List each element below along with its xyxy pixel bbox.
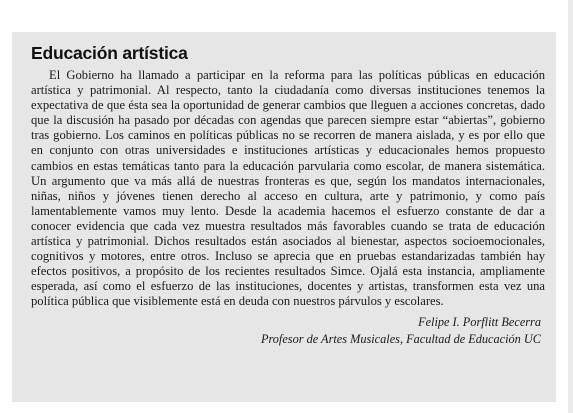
letter-box [12, 32, 556, 402]
author-affiliation: Profesor de Artes Musicales, Facultad de Educación UC [260, 331, 541, 346]
page-edge [568, 0, 573, 413]
author-name: Felipe I. Porflitt Becerra [418, 314, 541, 329]
letter-body: El Gobierno ha llamado a participar en la reforma para las políticas públicas en educación artística y patrimonial. Al respecto, tanto la ciudadanía como diversas instituciones tenemos la expectativa de que ésta sea la oportunidad de generar cambios que lleguen a acciones concretas, dado que la discusión ha pasado por décadas con agendas que parecen siempre estar “abiertas”, gobierno tras gobierno. Los caminos en políticas públicas no se recorren de manera aislada, y es por ello que en conjunto con otras universidades e instituciones artísticas y educacionales hemos propuesto cambios en estas temáticas tanto para la educación parvularia como escolar, de manera sistemática. Un argumento que va más allá de nuestras fronteras es que, según los mandatos internacionales, niñas, niños y jóvenes tienen derecho al acceso en cultura, arte y patrimonio, y como país lamentablemente vamos muy lento. Desde la academia hacemos el esfuerzo constante de dar a conocer evidencia que cada vez muestra resultados más favorables cuando se trata de educación artística y patrimonial. Dichos resultados están asociados al bienestar, aspectos socioemocionales, cognitivos y motores, entre otros. Incluso se aprecia que en pruebas estandarizadas también hay efectos positivos, a propósito de los recientes resultados Simce. Ojalá esta instancia, ampliamente esperada, así como el esfuerzo de las instituciones, docentes y artistas, transformen esta vez una política pública que visiblemente está en deuda con nuestros párvulos y escolares. [31, 68, 545, 309]
letter-title: Educación artística [31, 43, 188, 63]
